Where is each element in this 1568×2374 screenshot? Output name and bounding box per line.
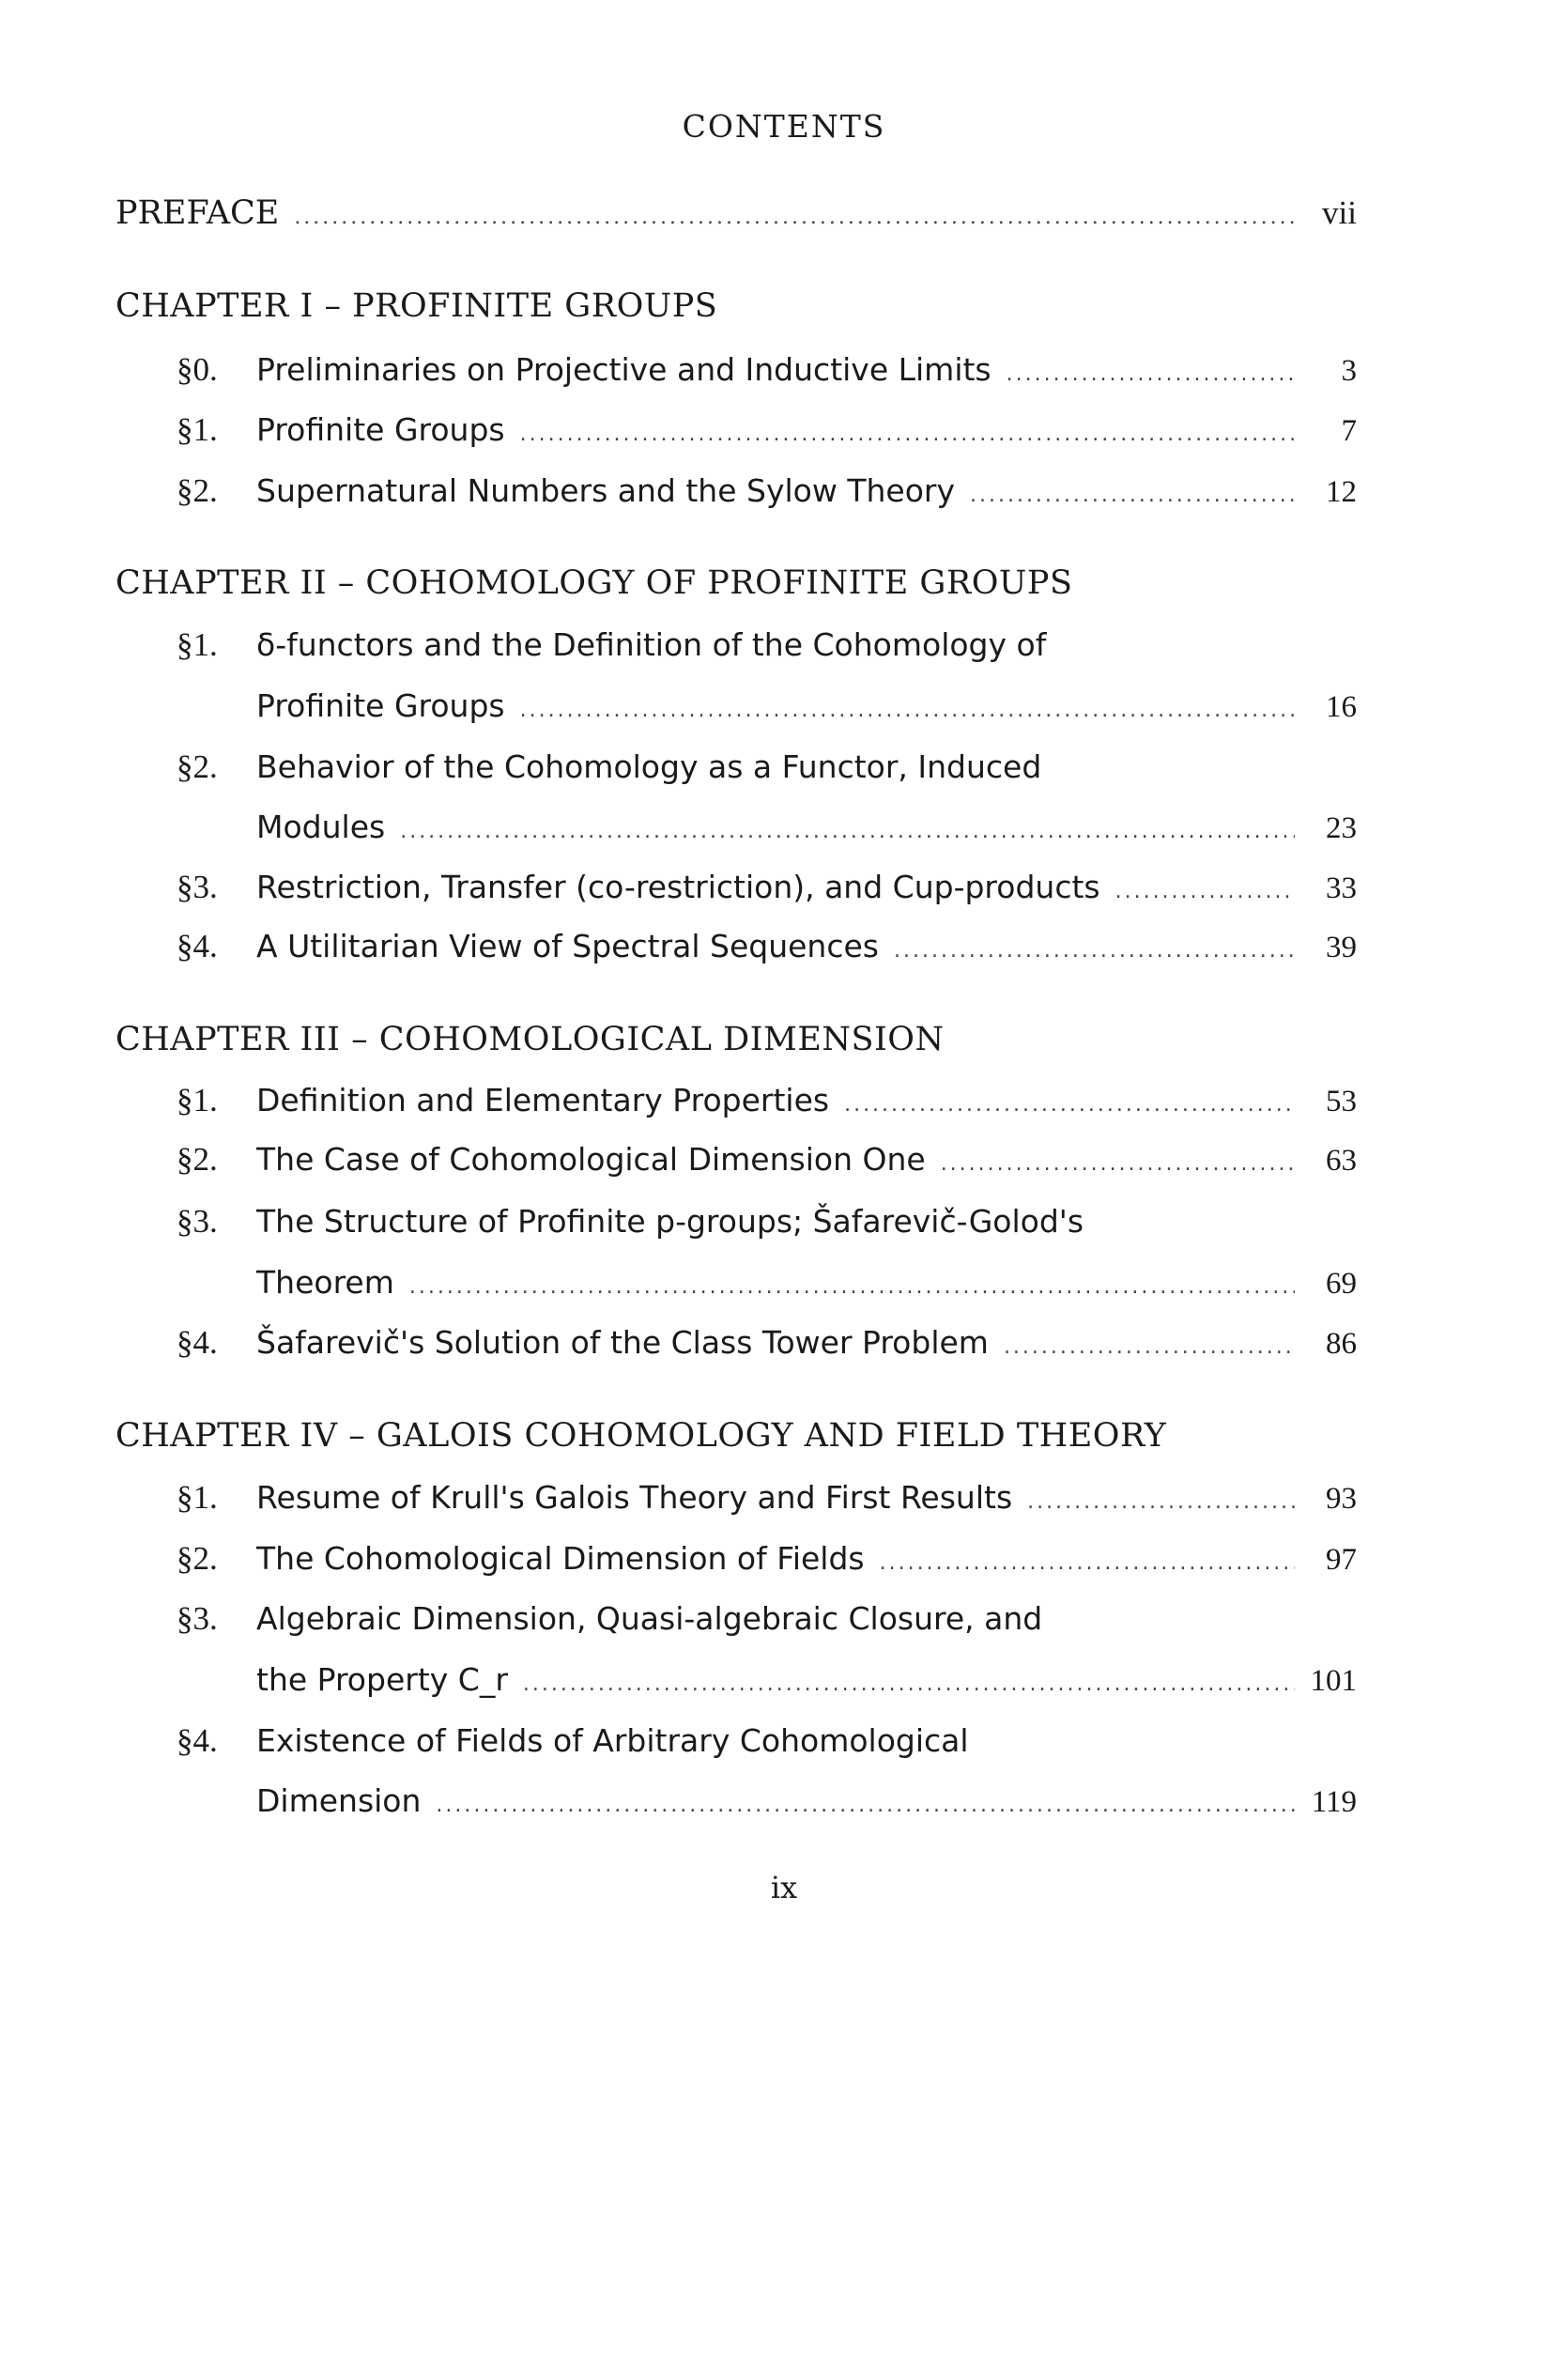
toc-entry-title: PREFACE: [115, 194, 280, 232]
dot-leader: [294, 197, 1295, 239]
toc-entry: [256, 1322, 1357, 1368]
section-number: §4.: [177, 1324, 218, 1361]
toc-entry-title: The Structure of Profinite p-groups; Šafarevič-Golod's: [256, 1203, 1084, 1240]
toc-page-number: 3: [1341, 354, 1357, 388]
section-number: §1.: [177, 626, 218, 663]
toc-page-number: 93: [1326, 1482, 1357, 1516]
section-number: §1.: [177, 1479, 218, 1516]
toc-entry-title: Restriction, Transfer (co-restriction), and Cup-products: [256, 869, 1100, 905]
section-number: §3.: [177, 1600, 218, 1637]
section-number: §3.: [177, 1203, 218, 1240]
dot-leader: [844, 1085, 1295, 1126]
section-number: §2.: [177, 1540, 218, 1577]
section-number: §2.: [177, 748, 218, 785]
section-number: §1.: [177, 1082, 218, 1118]
toc-entry: [256, 1262, 1357, 1308]
toc-entry: [256, 349, 1357, 395]
toc-entry-title: Resume of Krull's Galois Theory and First Results: [256, 1479, 1013, 1516]
toc-entry-title: Definition and Elementary Properties: [256, 1082, 830, 1118]
dot-leader: [941, 1144, 1295, 1185]
toc-entry-title-continued: Modules: [256, 809, 386, 845]
toc-entry-title: δ-functors and the Definition of the Cohomology of: [256, 626, 1047, 663]
toc-entry-title: Existence of Fields of Arbitrary Cohomological: [256, 1722, 969, 1759]
section-number: §4.: [177, 928, 218, 964]
chapter-heading-3: CHAPTER III – COHOMOLOGICAL DIMENSION: [115, 1021, 945, 1058]
dot-leader: [400, 811, 1295, 853]
toc-page-number: 39: [1326, 931, 1357, 964]
toc-entry: [256, 1659, 1357, 1705]
dot-leader: [1115, 871, 1295, 913]
section-number: §2.: [177, 472, 218, 509]
toc-entry: [256, 686, 1357, 732]
toc-page-number: 69: [1326, 1267, 1357, 1301]
dot-leader: [894, 931, 1295, 972]
toc-entry: [256, 867, 1357, 913]
dot-leader: [409, 1267, 1295, 1308]
toc-entry: [256, 1477, 1357, 1523]
toc-entry-title-continued: Dimension: [256, 1782, 422, 1819]
dot-leader: [880, 1543, 1295, 1584]
toc-page-number: 7: [1341, 414, 1357, 448]
dot-leader: [970, 475, 1295, 516]
toc-entry: [256, 1139, 1357, 1185]
section-number: §4.: [177, 1722, 218, 1759]
toc-entry-title: The Cohomological Dimension of Fields: [256, 1540, 865, 1577]
toc-entry: [256, 807, 1357, 853]
toc-entry-title-continued: Theorem: [256, 1264, 394, 1301]
toc-entry: [256, 470, 1357, 516]
toc-entry: [256, 1538, 1357, 1584]
toc-page-number: 23: [1326, 811, 1357, 845]
toc-page-number: 16: [1326, 690, 1357, 724]
toc-entry: [256, 409, 1357, 455]
toc-page-number: 101: [1310, 1664, 1357, 1698]
dot-leader: [436, 1785, 1295, 1827]
section-number: §2.: [177, 1141, 218, 1178]
section-number: §3.: [177, 869, 218, 905]
toc-entry-title: Algebraic Dimension, Quasi-algebraic Closure, and: [256, 1600, 1043, 1637]
toc-entry-preface: [115, 193, 1357, 239]
toc-entry: [256, 926, 1357, 972]
chapter-heading-4: CHAPTER IV – GALOIS COHOMOLOGY AND FIELD THEORY: [115, 1417, 1167, 1455]
dot-leader: [1004, 1327, 1295, 1368]
dot-leader: [520, 690, 1295, 732]
toc-entry-title: Behavior of the Cohomology as a Functor, Induced: [256, 748, 1042, 785]
toc-entry-title: A Utilitarian View of Spectral Sequences: [256, 928, 879, 964]
page-number-footer: ix: [770, 1870, 798, 1905]
toc-entry-title: Preliminaries on Projective and Inductive Limits: [256, 351, 992, 388]
toc-page-number: 33: [1326, 871, 1357, 905]
toc-entry-title-continued: the Property C_r: [256, 1661, 508, 1698]
page-title: CONTENTS: [682, 108, 886, 145]
toc-entry-title: Supernatural Numbers and the Sylow Theory: [256, 472, 955, 509]
chapter-heading-1: CHAPTER I – PROFINITE GROUPS: [115, 287, 718, 325]
dot-leader: [1007, 354, 1295, 395]
dot-leader: [523, 1664, 1295, 1705]
toc-page-number: 86: [1326, 1327, 1357, 1361]
toc-page-number: 97: [1326, 1543, 1357, 1577]
toc-entry: [256, 1080, 1357, 1126]
dot-leader: [1027, 1482, 1295, 1523]
toc-entry: [256, 1780, 1357, 1827]
chapter-heading-2: CHAPTER II – COHOMOLOGY OF PROFINITE GROUPS: [115, 564, 1073, 602]
toc-entry-title: Šafarevič's Solution of the Class Tower Problem: [256, 1324, 989, 1361]
toc-page-number: 63: [1326, 1144, 1357, 1178]
toc-entry-title: The Case of Cohomological Dimension One: [256, 1141, 926, 1178]
toc-page-number: 12: [1326, 475, 1357, 509]
toc-entry-title: Profinite Groups: [256, 411, 505, 448]
toc-entry-title-continued: Profinite Groups: [256, 687, 505, 724]
section-number: §1.: [177, 411, 218, 448]
dot-leader: [520, 414, 1295, 455]
toc-page-number: vii: [1322, 194, 1357, 231]
toc-page-number: 53: [1326, 1085, 1357, 1118]
section-number: §0.: [177, 351, 218, 388]
toc-page-number: 119: [1311, 1785, 1357, 1819]
